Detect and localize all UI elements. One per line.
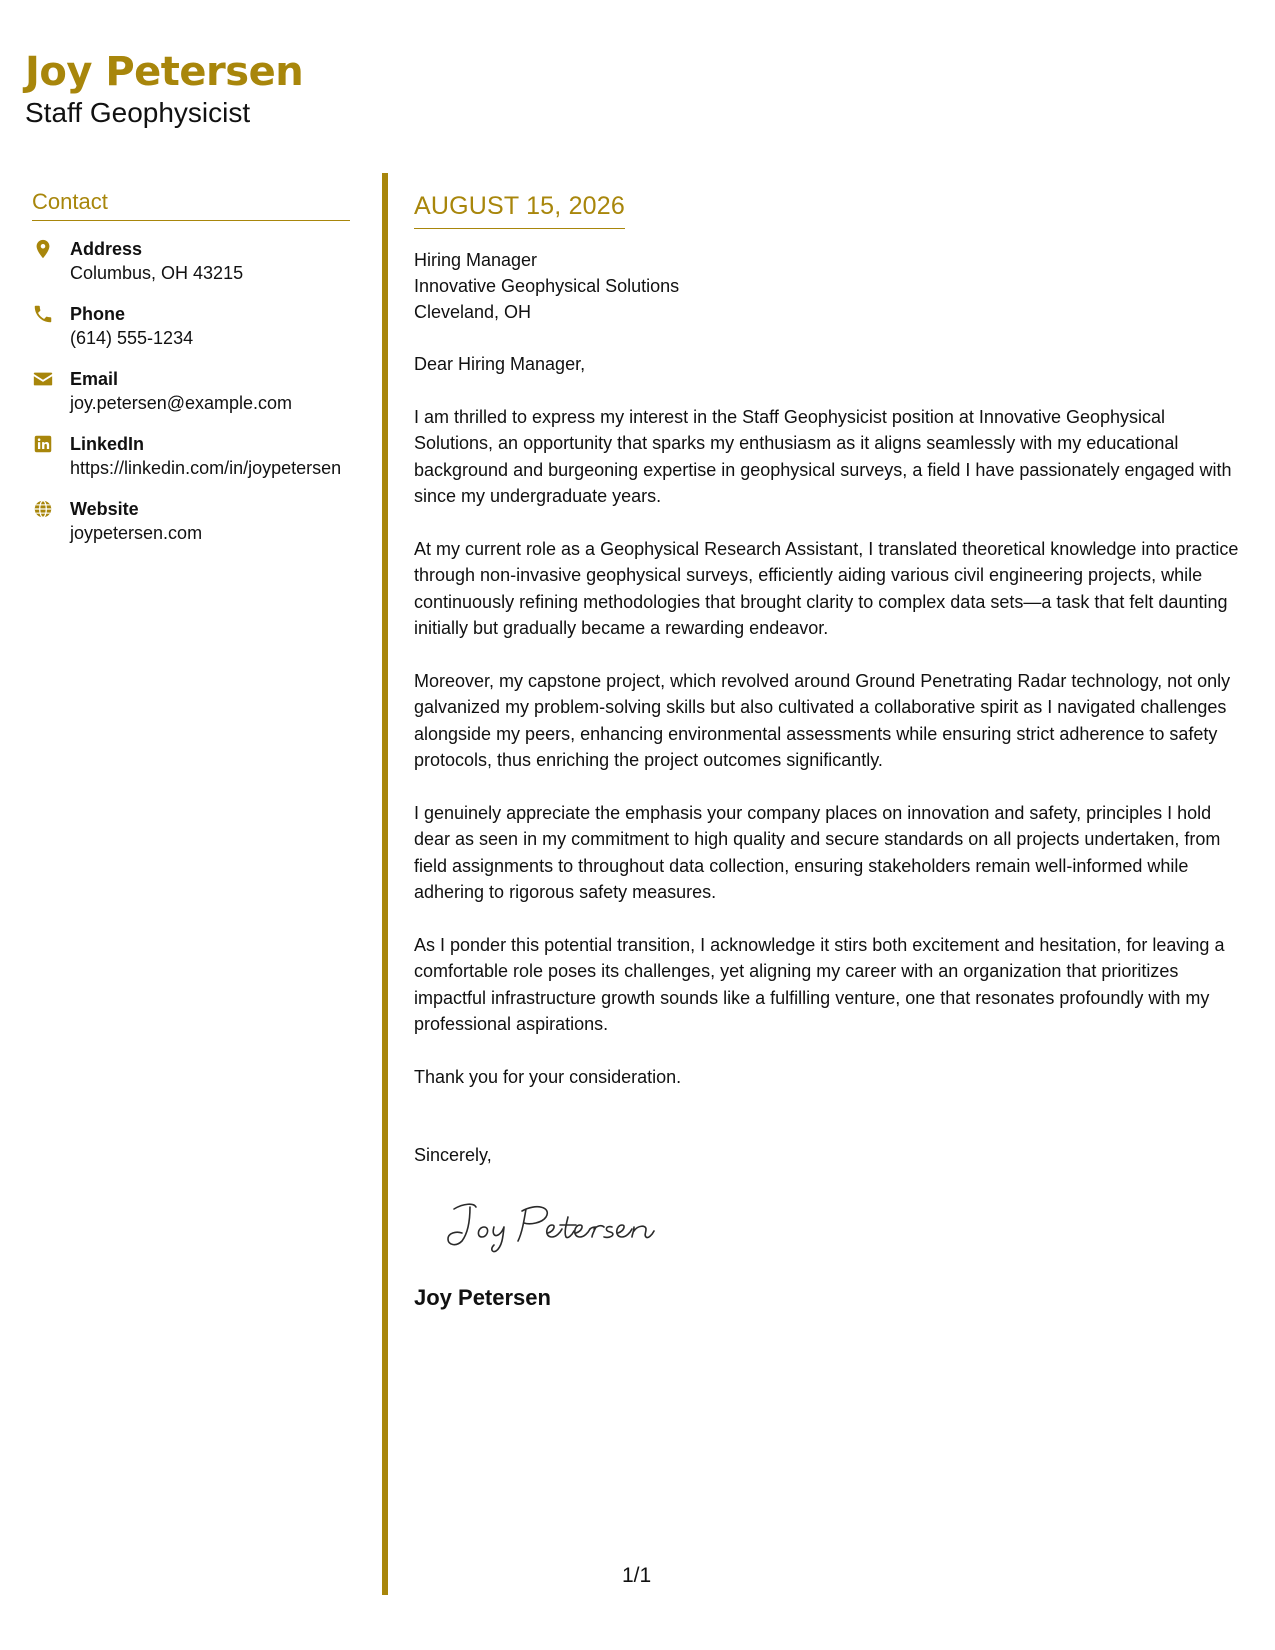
contact-label: Email (70, 369, 119, 389)
salutation: Dear Hiring Manager, (414, 354, 586, 374)
contact-email (32, 367, 350, 416)
globe-icon (32, 498, 54, 520)
contact-phone (32, 302, 350, 351)
recipient-block (414, 247, 1249, 325)
contact-label: Website (70, 499, 139, 519)
closing-line: Thank you for your consideration. (414, 1066, 682, 1087)
recipient-line: Innovative Geophysical Solutions (414, 276, 680, 296)
letter-body (414, 190, 1249, 1312)
candidate-name: Joy Petersen (25, 49, 304, 95)
column-divider (382, 173, 388, 1595)
letter-paragraph: Moreover, my capstone project, which revolved around Ground Penetrating Radar technology, not only galvanized my problem-solving skills but also cultivated a collaborative spirit as I navigated challenges alongside my peers, enhancing environmental assessments while ensuring strict adherence to safety protocols, thus enriching the project outcomes significantly. (414, 670, 1231, 770)
contact-address (32, 237, 350, 286)
contact-value: Columbus, OH 43215 (70, 263, 244, 283)
contact-value: joypetersen.com (70, 523, 203, 543)
recipient-line: Hiring Manager (414, 250, 538, 270)
contact-heading: Contact (32, 188, 350, 221)
signoff: Sincerely, (414, 1145, 492, 1165)
job-title: Staff Geophysicist (25, 97, 251, 128)
page-number: 1/1 (622, 1564, 652, 1587)
header (25, 48, 303, 130)
contact-website (32, 497, 350, 546)
contact-sidebar (32, 188, 350, 546)
contact-value: https://linkedin.com/in/joypetersen (70, 458, 342, 478)
letter-paragraph: I am thrilled to express my interest in the Staff Geophysicist position at Innovative Geophysical Solutions, an opportunity that sparks my enthusiasm as it aligns seamlessly with my educational background and burgeoning expertise in geophysical surveys, a field I have passionately engaged with since my undergraduate years. (414, 406, 1232, 506)
location-pin-icon (32, 238, 54, 260)
linkedin-icon (32, 433, 54, 455)
contact-linkedin (32, 432, 350, 481)
handwritten-signature (440, 1195, 660, 1255)
letter-date: AUGUST 15, 2026 (414, 190, 625, 229)
signer-name: Joy Petersen (414, 1285, 551, 1310)
contact-label: Phone (70, 304, 126, 324)
contact-label: LinkedIn (70, 434, 145, 454)
contact-value: joy.petersen@example.com (70, 393, 293, 413)
recipient-line: Cleveland, OH (414, 302, 532, 322)
letter-paragraph: As I ponder this potential transition, I acknowledge it stirs both excitement and hesitation, for leaving a comfortable role poses its challenges, yet aligning my career with an organization that prioritizes impactful infrastructure growth sounds like a fulfilling venture, one that resonates profoundly with my professional aspirations. (414, 934, 1225, 1034)
letter-paragraph: I genuinely appreciate the emphasis your company places on innovation and safety, principles I hold dear as seen in my commitment to high quality and secure standards on all projects undertaken, from field assignments to throughout data collection, ensuring stakeholders remain well-informed while adhering to rigorous safety measures. (414, 802, 1221, 902)
phone-icon (32, 303, 54, 325)
envelope-icon (32, 368, 54, 390)
letter-paragraph: At my current role as a Geophysical Research Assistant, I translated theoretical knowledge into practice through non-invasive geophysical surveys, efficiently aiding various civil engineering projects, while continuously refining methodologies that brought clarity to complex data sets—a task that felt daunting initially but gradually became a rewarding endeavor. (414, 538, 1239, 638)
contact-label: Address (70, 239, 143, 259)
contact-value: (614) 555-1234 (70, 328, 194, 348)
